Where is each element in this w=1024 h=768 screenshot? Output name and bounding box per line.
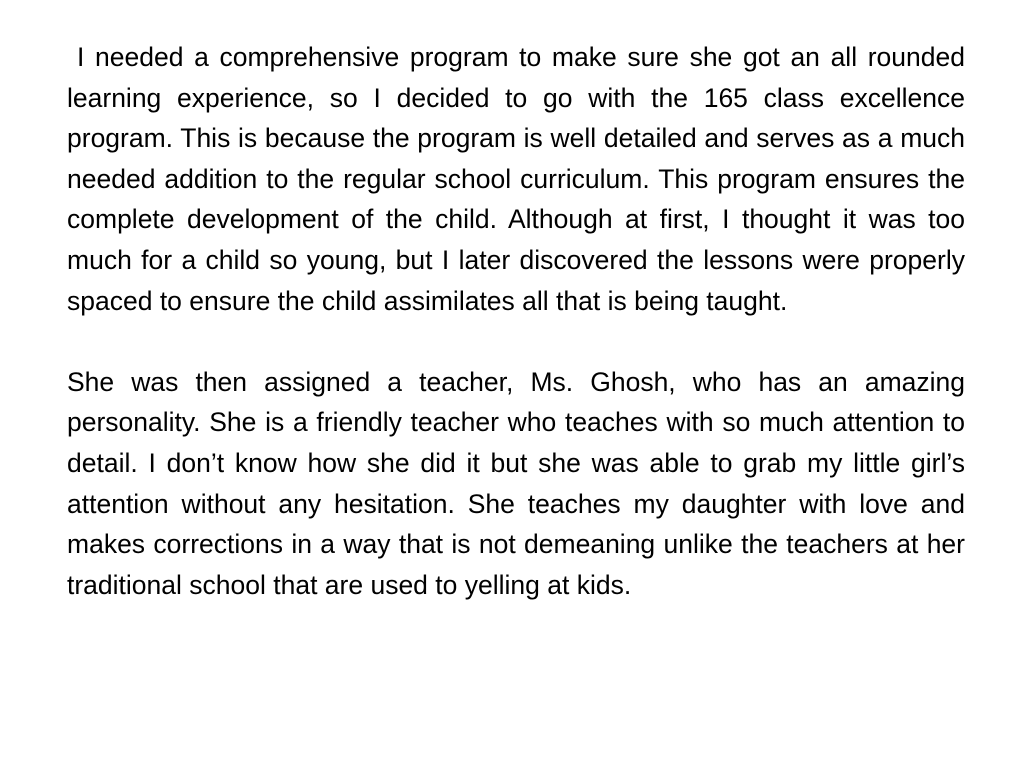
paragraph-program-choice: I needed a comprehensive program to make sure she got an all rounded learning experience, so I decided to go with the 165 class excellence program. This is because the program is well detailed and serves as a much needed addition to the regular school curriculum. This program ensures the complete development of the child. Although at first, I thought it was too much for a child so young, but I later discovered the lessons were properly spaced to ensure the child assimilates all that is being taught. bbox=[67, 42, 965, 316]
body-text bbox=[67, 37, 965, 605]
paragraph-teacher: She was then assigned a teacher, Ms. Ghosh, who has an amazing personality. She is a friendly teacher who teaches with so much attention to detail. I don’t know how she did it but she was able to grab my little girl’s attention without any hesitation. She teaches my daughter with love and makes corrections in a way that is not demeaning unlike the teachers at her traditional school that are used to yelling at kids. bbox=[67, 366, 965, 600]
